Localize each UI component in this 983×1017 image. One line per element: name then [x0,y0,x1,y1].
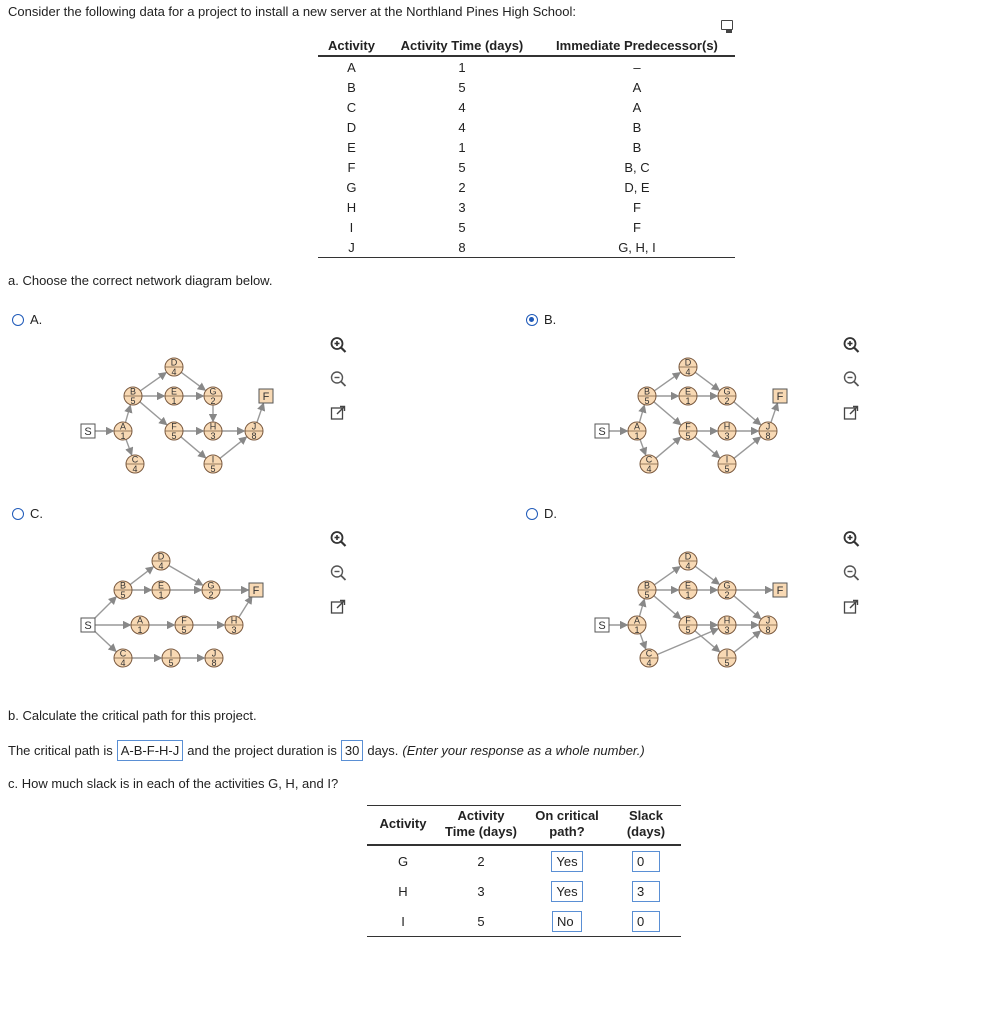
edge-a-b [639,406,644,423]
diagram-d-node-b [638,581,656,601]
svg-text:C: C [645,648,653,659]
intro-text: Consider the following data for a project to install a new server at the Northland Pines High School: [8,4,576,19]
svg-text:A: A [633,421,641,432]
option-d-radio[interactable] [526,508,538,520]
svg-text:2: 2 [724,590,730,600]
diagram-a-node-b [124,387,142,407]
time-cell: 5 [458,219,466,235]
svg-text:5: 5 [685,431,691,441]
table-row [367,876,681,906]
zoom-out-icon[interactable] [329,564,347,582]
edge-d-g [695,566,719,584]
edge-b-d [654,373,679,391]
edge-g-j [734,596,761,619]
cp-hint: (Enter your response as a whole number.) [402,743,645,758]
diagram-c-node-d [152,552,170,572]
critical-input-g[interactable]: Yes [551,851,582,872]
svg-text:H: H [209,421,217,432]
svg-text:H: H [723,421,731,432]
slack-input-i[interactable]: 0 [632,911,660,932]
svg-text:F: F [171,421,177,432]
svg-text:5: 5 [171,431,177,441]
edge-h-fin [239,597,252,618]
diagram-c-node-c [114,649,132,669]
diagram-a-start-node [81,424,95,438]
zoom-out-icon[interactable] [329,370,347,388]
svg-text:B: B [643,580,651,591]
svg-text:E: E [170,386,178,397]
diagram-d-node-e [679,581,697,601]
option-c[interactable] [12,506,43,521]
critical-input-i[interactable]: No [552,911,582,932]
table-row [318,56,735,77]
svg-text:F: F [181,615,187,626]
time-cell: 4 [458,119,466,135]
diagram-a-node-h [204,422,222,442]
cp-text-2: and the project duration is [187,743,337,758]
edge-a-b [125,406,130,423]
tools-d [842,530,862,632]
edge-b-d [654,567,679,585]
option-b-label: B. [544,312,557,327]
svg-text:D: D [157,551,165,562]
edge-f-i [695,437,719,458]
activity-table [318,35,735,258]
svg-text:I: I [725,454,729,465]
table-row [367,906,681,937]
edge-i-j [734,437,760,458]
svg-text:4: 4 [132,464,138,474]
slack-input-h[interactable]: 3 [632,881,660,902]
diagram-b-node-e [679,387,697,407]
activity-cell: J [318,237,385,258]
diagram-b-node-a [628,422,646,442]
predecessor-cell: F [632,219,641,235]
svg-text:F: F [776,391,784,403]
diagram-c-node-i [162,649,180,669]
time-cell: 4 [458,99,466,115]
predecessor-cell: – [633,59,641,75]
edge-g-j [734,402,761,425]
diagram-b-node-b [638,387,656,407]
svg-text:S: S [84,426,92,438]
time-cell: 2 [458,179,466,195]
svg-text:F: F [685,421,691,432]
option-a-radio[interactable] [12,314,24,326]
edge-b-d [130,567,153,584]
activity-cell: I [349,219,354,235]
option-a[interactable] [12,312,42,327]
svg-text:1: 1 [120,431,126,441]
svg-text:1: 1 [171,396,177,406]
header-activity: Activity [318,35,385,56]
part-b-question: b. Calculate the critical path for this project. [8,708,257,723]
slack-time: 5 [439,906,523,937]
slack-input-g[interactable]: 0 [632,851,660,872]
svg-text:I: I [725,648,729,659]
table-row [318,217,735,237]
diagram-b-node-d [679,358,697,378]
table-row [318,97,735,117]
popout-icon[interactable] [329,598,347,616]
svg-text:G: G [207,580,215,591]
cp-text-3: days. [367,743,399,758]
diagram-c-start-node [81,618,95,632]
edge-a-c [640,439,646,454]
tools-b [842,336,862,438]
predecessor-cell: F [632,199,641,215]
predecessor-cell: A [632,99,642,115]
print-icon[interactable] [721,20,733,30]
predecessor-cell: A [632,79,642,95]
svg-text:1: 1 [634,625,640,635]
diagram-b-start-node [595,424,609,438]
part-a-question: a. Choose the correct network diagram below. [8,273,273,288]
diagram-a-node-f [165,422,183,442]
table-row [318,137,735,157]
activity-cell: C [346,99,357,115]
critical-path-sentence [8,740,645,761]
svg-text:A: A [119,421,127,432]
edge-b-f [654,596,681,619]
svg-text:4: 4 [646,464,652,474]
predecessor-cell: B, C [624,159,650,175]
option-c-radio[interactable] [12,508,24,520]
edge-d-g [181,372,205,390]
svg-text:5: 5 [181,625,187,635]
diagram-a-node-e [165,387,183,407]
slack-header-activity: Activity [367,806,439,846]
diagram-d-node-j [759,616,777,636]
popout-icon[interactable] [842,598,860,616]
diagram-b-node-j [759,422,777,442]
edge-i-j [220,437,246,458]
edge-a-c [126,439,132,454]
svg-text:G: G [209,386,217,397]
svg-text:3: 3 [724,625,730,635]
table-row [318,237,735,258]
predecessor-cell: G, H, I [539,237,735,258]
diagram-a-node-a [114,422,132,442]
zoom-out-icon[interactable] [842,370,860,388]
network-diagram-b [592,344,792,482]
svg-text:B: B [129,386,137,397]
edge-j-fin [257,404,263,423]
svg-text:3: 3 [724,431,730,441]
activity-cell: B [347,79,356,95]
svg-text:B: B [643,386,651,397]
activity-cell: A [347,59,356,75]
svg-text:F: F [685,615,691,626]
time-cell: 1 [458,139,466,155]
table-row [367,845,681,876]
edge-c-f [656,437,680,458]
zoom-in-icon[interactable] [842,530,860,548]
option-c-label: C. [30,506,43,521]
popout-icon[interactable] [329,404,347,422]
svg-text:1: 1 [158,590,164,600]
svg-text:A: A [136,615,144,626]
diagram-d-node-d [679,552,697,572]
svg-text:S: S [598,426,606,438]
diagram-b-node-g [718,387,736,407]
svg-text:1: 1 [685,590,691,600]
svg-text:3: 3 [210,431,216,441]
header-activity-time: Activity Time (days) [385,35,539,56]
edge-a-b [639,600,644,617]
svg-text:1: 1 [137,625,143,635]
option-a-label: A. [30,312,43,327]
svg-text:2: 2 [208,590,214,600]
option-b[interactable] [526,312,556,327]
svg-text:B: B [119,580,127,591]
svg-text:J: J [765,615,771,626]
zoom-in-icon[interactable] [329,530,347,548]
diagram-a-node-i [204,455,222,475]
slack-activity: I [367,906,439,937]
slack-table [367,805,681,937]
activity-cell: D [346,119,357,135]
svg-text:C: C [645,454,653,465]
svg-text:5: 5 [644,396,650,406]
zoom-in-icon[interactable] [842,336,860,354]
diagram-a-node-c [126,455,144,475]
option-b-radio[interactable] [526,314,538,326]
edge-b-f [140,402,167,425]
network-diagram-d [592,538,792,676]
svg-text:8: 8 [251,431,257,441]
activity-cell: F [347,159,356,175]
svg-text:3: 3 [231,625,237,635]
edge-b-f [654,402,681,425]
svg-text:G: G [723,386,731,397]
diagram-b-node-c [640,455,658,475]
svg-text:4: 4 [171,367,177,377]
svg-text:S: S [598,620,606,632]
svg-text:C: C [119,648,127,659]
slack-activity: H [398,883,408,899]
svg-text:S: S [84,620,92,632]
svg-text:5: 5 [120,590,126,600]
network-diagram-c [78,538,278,676]
svg-text:C: C [131,454,139,465]
svg-text:D: D [684,357,692,368]
edge-s-b [93,597,116,620]
svg-text:J: J [765,421,771,432]
time-cell: 1 [458,59,466,75]
svg-text:2: 2 [210,396,216,406]
svg-text:4: 4 [685,367,691,377]
svg-text:5: 5 [724,658,730,668]
duration-input[interactable]: 30 [341,740,363,761]
critical-path-input[interactable]: A-B-F-H-J [117,740,184,761]
activity-cell: H [346,199,357,215]
svg-text:F: F [776,585,784,597]
critical-input-h[interactable]: Yes [551,881,582,902]
time-cell: 3 [458,199,466,215]
activity-cell: E [347,139,356,155]
diagram-a-node-g [204,387,222,407]
diagram-d-node-h [718,616,736,636]
svg-text:J: J [251,421,257,432]
table-row [318,197,735,217]
diagram-c-finish-node [249,583,263,597]
edge-s-c [93,630,116,651]
svg-text:F: F [252,585,260,597]
edge-i-j [734,631,760,652]
option-d[interactable] [526,506,557,521]
svg-text:5: 5 [168,658,174,668]
table-row [318,77,735,97]
svg-text:H: H [723,615,731,626]
svg-text:E: E [157,580,165,591]
diagram-c-node-f [175,616,193,636]
diagram-d-finish-node [773,583,787,597]
svg-text:5: 5 [130,396,136,406]
slack-time: 3 [477,883,485,899]
diagram-c-node-b [114,581,132,601]
diagram-d-node-g [718,581,736,601]
edge-d-g [695,372,719,390]
svg-text:8: 8 [211,658,217,668]
svg-text:5: 5 [685,625,691,635]
svg-text:1: 1 [685,396,691,406]
time-cell: 8 [385,237,539,258]
diagram-c-node-a [131,616,149,636]
diagram-c-node-g [202,581,220,601]
svg-text:8: 8 [765,625,771,635]
svg-text:5: 5 [210,464,216,474]
svg-text:H: H [230,615,238,626]
time-cell: 5 [458,159,466,175]
svg-text:1: 1 [634,431,640,441]
popout-icon[interactable] [842,404,860,422]
svg-text:D: D [684,551,692,562]
diagram-b-node-f [679,422,697,442]
svg-text:I: I [169,648,173,659]
network-diagram-a [78,344,278,482]
slack-header-slack: Slack (days) [611,806,681,846]
time-cell: 5 [458,79,466,95]
activity-cell: G [346,179,357,195]
diagram-d-node-c [640,649,658,669]
edge-f-i [181,437,205,458]
diagram-d-node-f [679,616,697,636]
svg-text:5: 5 [724,464,730,474]
slack-header-critical: On critical path? [523,806,611,846]
svg-text:A: A [633,615,641,626]
diagram-b-finish-node [773,389,787,403]
cp-text-1: The critical path is [8,743,113,758]
zoom-in-icon[interactable] [329,336,347,354]
svg-text:5: 5 [644,590,650,600]
edge-j-fin [771,404,777,423]
diagram-a-node-d [165,358,183,378]
slack-activity: G [397,853,409,869]
table-row [318,117,735,137]
svg-text:F: F [262,391,270,403]
diagram-a-node-j [245,422,263,442]
svg-text:E: E [684,386,692,397]
edge-a-c [640,633,646,648]
diagram-d-node-a [628,616,646,636]
part-c-question: c. How much slack is in each of the activities G, H, and I? [8,776,339,791]
svg-text:G: G [723,580,731,591]
predecessor-cell: B [632,119,642,135]
diagram-a-finish-node [259,389,273,403]
zoom-out-icon[interactable] [842,564,860,582]
diagram-d-node-i [718,649,736,669]
svg-text:J: J [211,648,217,659]
svg-text:E: E [684,580,692,591]
table-row [318,177,735,197]
svg-text:4: 4 [646,658,652,668]
predecessor-cell: B [632,139,642,155]
diagram-d-start-node [595,618,609,632]
svg-text:4: 4 [120,658,126,668]
diagram-c-node-j [205,649,223,669]
slack-time: 2 [477,853,485,869]
diagram-b-node-i [718,455,736,475]
tools-c [329,530,349,632]
svg-text:I: I [211,454,215,465]
svg-text:4: 4 [685,561,691,571]
option-d-label: D. [544,506,557,521]
svg-text:8: 8 [765,431,771,441]
edge-d-g [169,566,203,585]
edge-b-d [140,373,165,391]
svg-text:2: 2 [724,396,730,406]
svg-text:4: 4 [158,561,164,571]
predecessor-cell: D, E [624,179,650,195]
table-row [318,157,735,177]
header-predecessors: Immediate Predecessor(s) [539,35,735,56]
diagram-c-node-e [152,581,170,601]
diagram-c-node-h [225,616,243,636]
svg-text:D: D [170,357,178,368]
diagram-b-node-h [718,422,736,442]
tools-a [329,336,349,438]
slack-header-time: Activity Time (days) [439,806,523,846]
